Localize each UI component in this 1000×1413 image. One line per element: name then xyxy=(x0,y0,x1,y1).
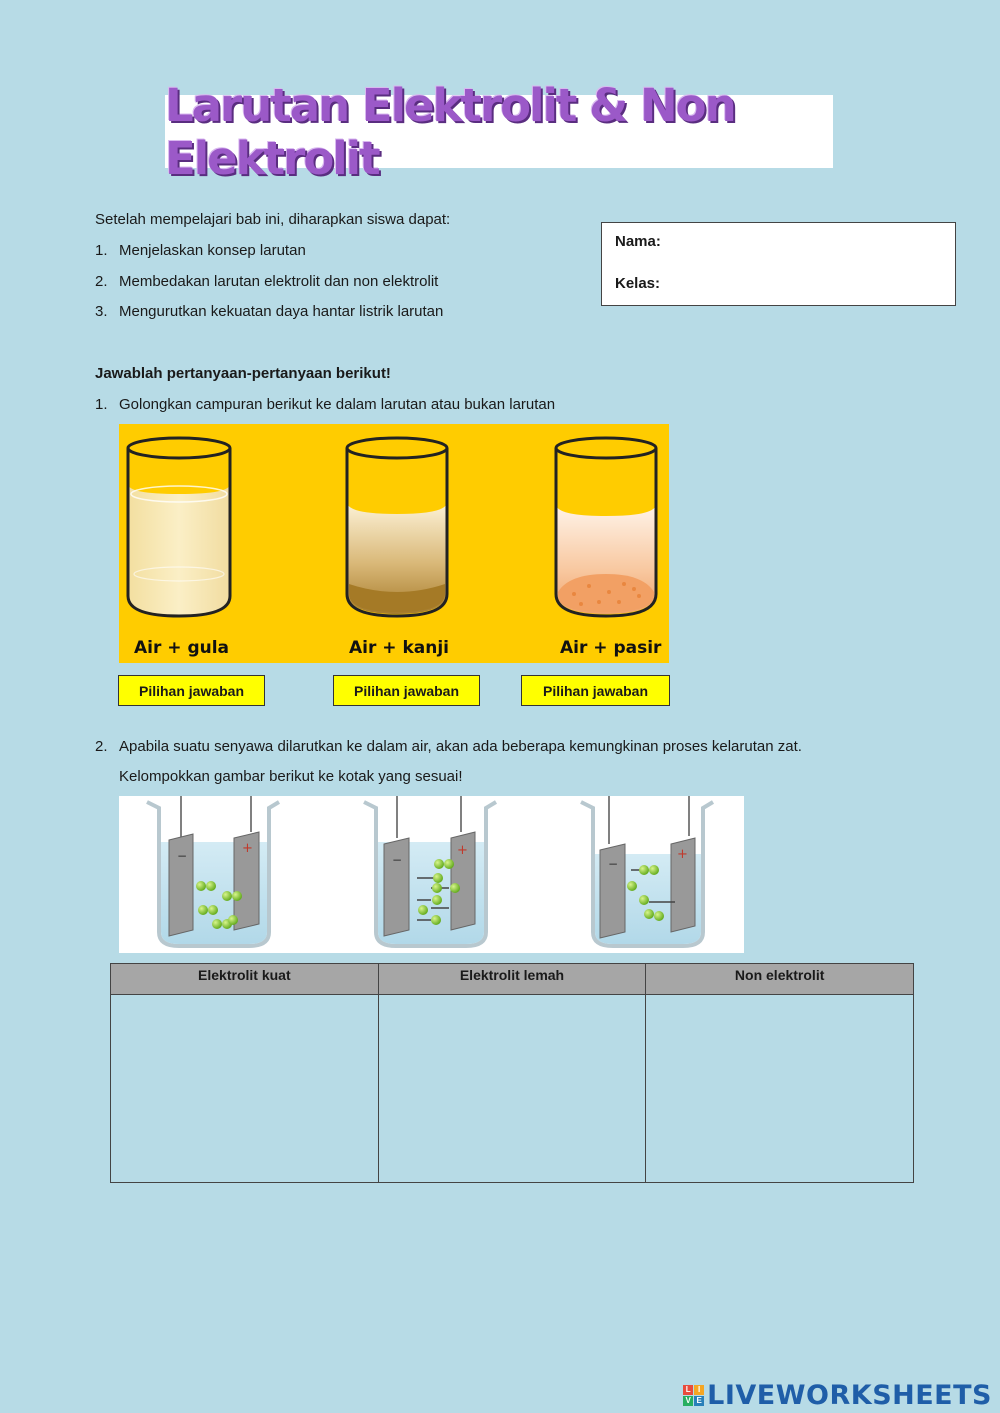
class-label[interactable]: Kelas: xyxy=(615,275,661,292)
electrolysis-illustration xyxy=(119,796,744,953)
drop-zone-non[interactable] xyxy=(646,995,914,1183)
beaker-sand xyxy=(556,438,656,616)
objectives-intro: Setelah mempelajari bab ini, diharapkan siswa dapat: xyxy=(95,211,451,228)
question-2-instruction: Kelompokkan gambar berikut ke kotak yang sesuai! xyxy=(119,768,463,785)
drop-zone-strong[interactable] xyxy=(111,995,379,1183)
draggable-beaker-weak[interactable] xyxy=(364,796,496,946)
logo-icon: L I V E xyxy=(683,1385,704,1406)
draggable-beaker-strong[interactable] xyxy=(147,796,279,946)
draggable-beaker-non[interactable] xyxy=(581,796,713,946)
column-header: Elektrolit lemah xyxy=(378,964,646,995)
question-2: 2. Apabila suatu senyawa dilarutkan ke dalam air, akan ada beberapa kemungkinan proses kelarutan zat. xyxy=(95,738,802,755)
name-label[interactable]: Nama: xyxy=(615,233,661,250)
worksheet-title: Larutan Elektrolit & Non Elektrolit xyxy=(165,78,735,185)
column-header: Non elektrolit xyxy=(646,964,914,995)
liveworksheets-logo xyxy=(683,1378,992,1412)
beaker-label: Air + kanji xyxy=(349,638,449,658)
beaker-label: Air + pasir xyxy=(560,638,662,658)
beaker-sugar xyxy=(128,438,230,616)
instructions: Jawablah pertanyaan-pertanyaan berikut! xyxy=(95,365,391,382)
beaker-starch xyxy=(347,438,447,616)
beakers-illustration xyxy=(119,424,669,663)
answer-dropdown-1[interactable]: Pilihan jawaban xyxy=(118,675,265,706)
classification-table xyxy=(110,963,914,1183)
svg-text:+: + xyxy=(242,841,253,856)
question-1: 1. Golongkan campuran berikut ke dalam larutan atau bukan larutan xyxy=(95,396,556,413)
objective-item: 3. Mengurutkan kekuatan daya hantar listrik larutan xyxy=(95,303,444,320)
svg-text:−: − xyxy=(177,849,188,863)
answer-dropdown-2[interactable]: Pilihan jawaban xyxy=(333,675,480,706)
title-banner xyxy=(165,78,833,185)
brand-name: LIVEWORKSHEETS xyxy=(707,1379,992,1411)
solution-beakers-figure xyxy=(119,424,669,663)
svg-text:−: − xyxy=(608,857,619,871)
student-identity-box xyxy=(601,222,956,306)
svg-text:+: + xyxy=(677,847,688,862)
objective-item: 2. Membedakan larutan elektrolit dan non elektrolit xyxy=(95,273,439,290)
svg-text:−: − xyxy=(392,853,403,867)
electrolysis-figure xyxy=(119,796,744,953)
answer-dropdown-3[interactable]: Pilihan jawaban xyxy=(521,675,670,706)
beaker-label: Air + gula xyxy=(134,638,230,658)
drop-zone-weak[interactable] xyxy=(378,995,646,1183)
column-header: Elektrolit kuat xyxy=(111,964,379,995)
objective-item: 1. Menjelaskan konsep larutan xyxy=(95,242,306,259)
svg-text:+: + xyxy=(457,843,468,858)
